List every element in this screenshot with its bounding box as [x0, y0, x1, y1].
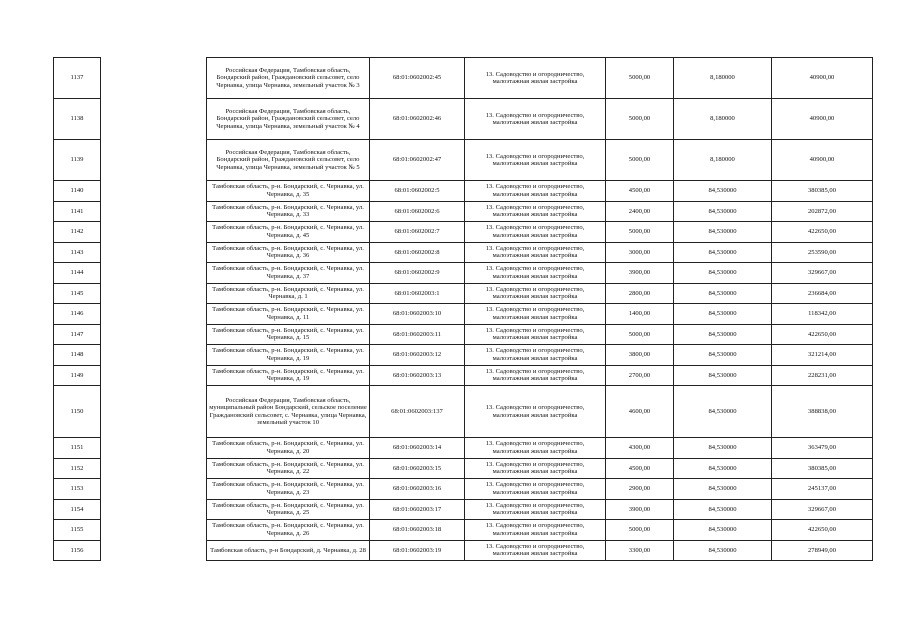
blank-cell [101, 283, 207, 304]
land-register-table [53, 57, 873, 561]
cadastral-number-cell: 68:01:0602003:10 [370, 304, 465, 325]
address-cell: Российская Федерация, Тамбовская область, Бондарский район, Граждановский сельсовет, село Чернавка, улица Чернавка, земельный участок № 5 [207, 140, 370, 181]
blank-cell [101, 181, 207, 202]
blank-cell [101, 520, 207, 541]
address-cell: Тамбовская область, р-н. Бондарский, с. Чернавка, ул. Чернавка, д. 45 [207, 222, 370, 243]
land-use-cell: 13. Садоводство и огородничество, малоэтажная жилая застройка [465, 58, 606, 99]
area-cell: 5000,00 [606, 324, 674, 345]
cadastral-value-cell: 422650,00 [772, 520, 873, 541]
address-cell: Тамбовская область, р-н. Бондарский, с. Чернавка, ул. Чернавка, д. 33 [207, 201, 370, 222]
address-cell: Тамбовская область, р-н. Бондарский, с. Чернавка, ул. Чернавка, д. 15 [207, 324, 370, 345]
address-cell: Тамбовская область, р-н. Бондарский, с. Чернавка, ул. Чернавка, д. 26 [207, 520, 370, 541]
address-cell: Тамбовская область, р-н. Бондарский, с. Чернавка, ул. Чернавка, д. 23 [207, 479, 370, 500]
cadastral-value-cell: 278949,00 [772, 540, 873, 561]
specific-value-cell: 84,530000 [674, 283, 772, 304]
land-use-cell: 13. Садоводство и огородничество, малоэтажная жилая застройка [465, 324, 606, 345]
cadastral-number-cell: 68:01:0602002:45 [370, 58, 465, 99]
row-number-cell: 1140 [54, 181, 101, 202]
row-number-cell: 1147 [54, 324, 101, 345]
specific-value-cell: 84,530000 [674, 520, 772, 541]
row-number-cell: 1148 [54, 345, 101, 366]
specific-value-cell: 8,180000 [674, 58, 772, 99]
address-cell: Российская Федерация, Тамбовская область, Бондарский район, Граждановский сельсовет, село Чернавка, улица Чернавка, земельный участок № 4 [207, 99, 370, 140]
table-row [54, 365, 873, 386]
specific-value-cell: 84,530000 [674, 438, 772, 459]
table-row [54, 520, 873, 541]
address-cell: Тамбовская область, р-н. Бондарский, с. Чернавка, ул. Чернавка, д. 20 [207, 438, 370, 459]
land-use-cell: 13. Садоводство и огородничество, малоэтажная жилая застройка [465, 499, 606, 520]
row-number-cell: 1141 [54, 201, 101, 222]
cadastral-value-cell: 245137,00 [772, 479, 873, 500]
table-row [54, 181, 873, 202]
address-cell: Тамбовская область, р-н. Бондарский, с. Чернавка, ул. Чернавка, д. 19 [207, 365, 370, 386]
area-cell: 3900,00 [606, 499, 674, 520]
area-cell: 3900,00 [606, 263, 674, 284]
cadastral-number-cell: 68:01:0602003:137 [370, 386, 465, 438]
area-cell: 4500,00 [606, 181, 674, 202]
area-cell: 4600,00 [606, 386, 674, 438]
blank-cell [101, 365, 207, 386]
cadastral-value-cell: 329667,00 [772, 263, 873, 284]
cadastral-number-cell: 68:01:0602003:14 [370, 438, 465, 459]
specific-value-cell: 84,530000 [674, 540, 772, 561]
cadastral-value-cell: 40900,00 [772, 99, 873, 140]
table-row [54, 386, 873, 438]
blank-cell [101, 99, 207, 140]
cadastral-number-cell: 68:01:0602002:8 [370, 242, 465, 263]
cadastral-number-cell: 68:01:0602003:17 [370, 499, 465, 520]
land-use-cell: 13. Садоводство и огородничество, малоэтажная жилая застройка [465, 140, 606, 181]
row-number-cell: 1156 [54, 540, 101, 561]
cadastral-value-cell: 422650,00 [772, 324, 873, 345]
cadastral-number-cell: 68:01:0602003:19 [370, 540, 465, 561]
row-number-cell: 1137 [54, 58, 101, 99]
specific-value-cell: 84,530000 [674, 345, 772, 366]
table-row [54, 242, 873, 263]
blank-cell [101, 540, 207, 561]
area-cell: 3300,00 [606, 540, 674, 561]
blank-cell [101, 222, 207, 243]
cadastral-value-cell: 253590,00 [772, 242, 873, 263]
blank-cell [101, 499, 207, 520]
address-cell: Тамбовская область, р-н. Бондарский, с. Чернавка, ул. Чернавка, д. 35 [207, 181, 370, 202]
area-cell: 3800,00 [606, 345, 674, 366]
cadastral-number-cell: 68:01:0602002:7 [370, 222, 465, 243]
row-number-cell: 1149 [54, 365, 101, 386]
table-row [54, 58, 873, 99]
cadastral-value-cell: 329667,00 [772, 499, 873, 520]
land-use-cell: 13. Садоводство и огородничество, малоэтажная жилая застройка [465, 520, 606, 541]
cadastral-number-cell: 68:01:0602003:18 [370, 520, 465, 541]
blank-cell [101, 386, 207, 438]
table-row [54, 458, 873, 479]
specific-value-cell: 84,530000 [674, 263, 772, 284]
area-cell: 4300,00 [606, 438, 674, 459]
land-use-cell: 13. Садоводство и огородничество, малоэтажная жилая застройка [465, 222, 606, 243]
specific-value-cell: 84,530000 [674, 458, 772, 479]
cadastral-value-cell: 228231,00 [772, 365, 873, 386]
specific-value-cell: 84,530000 [674, 365, 772, 386]
specific-value-cell: 84,530000 [674, 222, 772, 243]
address-cell: Тамбовская область, р-н. Бондарский, с. Чернавка, ул. Чернавка, д. 25 [207, 499, 370, 520]
cadastral-value-cell: 40900,00 [772, 58, 873, 99]
land-use-cell: 13. Садоводство и огородничество, малоэтажная жилая застройка [465, 304, 606, 325]
blank-cell [101, 304, 207, 325]
table-row [54, 499, 873, 520]
area-cell: 2700,00 [606, 365, 674, 386]
land-use-cell: 13. Садоводство и огородничество, малоэтажная жилая застройка [465, 99, 606, 140]
table-body [54, 58, 873, 561]
land-use-cell: 13. Садоводство и огородничество, малоэтажная жилая застройка [465, 263, 606, 284]
specific-value-cell: 8,180000 [674, 140, 772, 181]
cadastral-number-cell: 68:01:0602002:47 [370, 140, 465, 181]
address-cell: Тамбовская область, р-н Бондарский, д. Чернавка, д. 28 [207, 540, 370, 561]
row-number-cell: 1150 [54, 386, 101, 438]
table-row [54, 438, 873, 459]
row-number-cell: 1146 [54, 304, 101, 325]
cadastral-value-cell: 363479,00 [772, 438, 873, 459]
area-cell: 2900,00 [606, 479, 674, 500]
area-cell: 5000,00 [606, 520, 674, 541]
cadastral-number-cell: 68:01:0602003:1 [370, 283, 465, 304]
blank-cell [101, 458, 207, 479]
row-number-cell: 1155 [54, 520, 101, 541]
cadastral-number-cell: 68:01:0602003:12 [370, 345, 465, 366]
blank-cell [101, 479, 207, 500]
address-cell: Тамбовская область, р-н. Бондарский, с. Чернавка, ул. Чернавка, д. 36 [207, 242, 370, 263]
land-use-cell: 13. Садоводство и огородничество, малоэтажная жилая застройка [465, 386, 606, 438]
specific-value-cell: 8,180000 [674, 99, 772, 140]
blank-cell [101, 201, 207, 222]
cadastral-number-cell: 68:01:0602002:46 [370, 99, 465, 140]
land-use-cell: 13. Садоводство и огородничество, малоэтажная жилая застройка [465, 479, 606, 500]
cadastral-value-cell: 380385,00 [772, 458, 873, 479]
cadastral-number-cell: 68:01:0602003:11 [370, 324, 465, 345]
blank-cell [101, 345, 207, 366]
cadastral-value-cell: 388838,00 [772, 386, 873, 438]
table-row [54, 345, 873, 366]
land-use-cell: 13. Садоводство и огородничество, малоэтажная жилая застройка [465, 345, 606, 366]
land-use-cell: 13. Садоводство и огородничество, малоэтажная жилая застройка [465, 242, 606, 263]
table-row [54, 304, 873, 325]
address-cell: Тамбовская область, р-н. Бондарский, с. Чернавка, ул. Чернавка, д. 37 [207, 263, 370, 284]
blank-cell [101, 263, 207, 284]
row-number-cell: 1152 [54, 458, 101, 479]
cadastral-value-cell: 40900,00 [772, 140, 873, 181]
table-row [54, 222, 873, 243]
cadastral-number-cell: 68:01:0602003:16 [370, 479, 465, 500]
specific-value-cell: 84,530000 [674, 242, 772, 263]
row-number-cell: 1139 [54, 140, 101, 181]
specific-value-cell: 84,530000 [674, 479, 772, 500]
row-number-cell: 1143 [54, 242, 101, 263]
table-row [54, 263, 873, 284]
address-cell: Тамбовская область, р-н. Бондарский, с. Чернавка, ул. Чернавка, д. 19 [207, 345, 370, 366]
cadastral-value-cell: 202872,00 [772, 201, 873, 222]
address-cell: Российская Федерация, Тамбовская область, муниципальный район Бондарский, сельское поселение Граждановский сельсовет, с. Чернавка, улица Чернавка, земельный участок 10 [207, 386, 370, 438]
blank-cell [101, 58, 207, 99]
area-cell: 2800,00 [606, 283, 674, 304]
area-cell: 5000,00 [606, 140, 674, 181]
blank-cell [101, 140, 207, 181]
area-cell: 3000,00 [606, 242, 674, 263]
address-cell: Тамбовская область, р-н. Бондарский, с. Чернавка, ул. Чернавка, д. 22 [207, 458, 370, 479]
specific-value-cell: 84,530000 [674, 201, 772, 222]
row-number-cell: 1153 [54, 479, 101, 500]
row-number-cell: 1138 [54, 99, 101, 140]
address-cell: Российская Федерация, Тамбовская область, Бондарский район, Граждановский сельсовет, село Чернавка, улица Чернавка, земельный участок № 3 [207, 58, 370, 99]
row-number-cell: 1151 [54, 438, 101, 459]
cadastral-value-cell: 236684,00 [772, 283, 873, 304]
table-row [54, 324, 873, 345]
specific-value-cell: 84,530000 [674, 386, 772, 438]
cadastral-value-cell: 118342,00 [772, 304, 873, 325]
area-cell: 5000,00 [606, 58, 674, 99]
cadastral-number-cell: 68:01:0602002:5 [370, 181, 465, 202]
blank-cell [101, 242, 207, 263]
specific-value-cell: 84,530000 [674, 181, 772, 202]
land-use-cell: 13. Садоводство и огородничество, малоэтажная жилая застройка [465, 438, 606, 459]
row-number-cell: 1142 [54, 222, 101, 243]
cadastral-value-cell: 321214,00 [772, 345, 873, 366]
area-cell: 1400,00 [606, 304, 674, 325]
land-use-cell: 13. Садоводство и огородничество, малоэтажная жилая застройка [465, 458, 606, 479]
row-number-cell: 1145 [54, 283, 101, 304]
specific-value-cell: 84,530000 [674, 499, 772, 520]
blank-cell [101, 324, 207, 345]
blank-cell [101, 438, 207, 459]
address-cell: Тамбовская область, р-н. Бондарский, с. Чернавка, ул. Чернавка, д. 1 [207, 283, 370, 304]
row-number-cell: 1144 [54, 263, 101, 284]
cadastral-number-cell: 68:01:0602002:9 [370, 263, 465, 284]
land-use-cell: 13. Садоводство и огородничество, малоэтажная жилая застройка [465, 283, 606, 304]
cadastral-number-cell: 68:01:0602002:6 [370, 201, 465, 222]
land-use-cell: 13. Садоводство и огородничество, малоэтажная жилая застройка [465, 365, 606, 386]
table-row [54, 479, 873, 500]
specific-value-cell: 84,530000 [674, 324, 772, 345]
table-row [54, 140, 873, 181]
table-row [54, 283, 873, 304]
cadastral-number-cell: 68:01:0602003:15 [370, 458, 465, 479]
cadastral-value-cell: 422650,00 [772, 222, 873, 243]
area-cell: 2400,00 [606, 201, 674, 222]
row-number-cell: 1154 [54, 499, 101, 520]
land-use-cell: 13. Садоводство и огородничество, малоэтажная жилая застройка [465, 201, 606, 222]
table-row [54, 540, 873, 561]
table-row [54, 99, 873, 140]
table-row [54, 201, 873, 222]
land-use-cell: 13. Садоводство и огородничество, малоэтажная жилая застройка [465, 181, 606, 202]
area-cell: 5000,00 [606, 222, 674, 243]
specific-value-cell: 84,530000 [674, 304, 772, 325]
cadastral-value-cell: 380385,00 [772, 181, 873, 202]
address-cell: Тамбовская область, р-н. Бондарский, с. Чернавка, ул. Чернавка, д. 11 [207, 304, 370, 325]
area-cell: 5000,00 [606, 99, 674, 140]
cadastral-number-cell: 68:01:0602003:13 [370, 365, 465, 386]
land-use-cell: 13. Садоводство и огородничество, малоэтажная жилая застройка [465, 540, 606, 561]
area-cell: 4500,00 [606, 458, 674, 479]
